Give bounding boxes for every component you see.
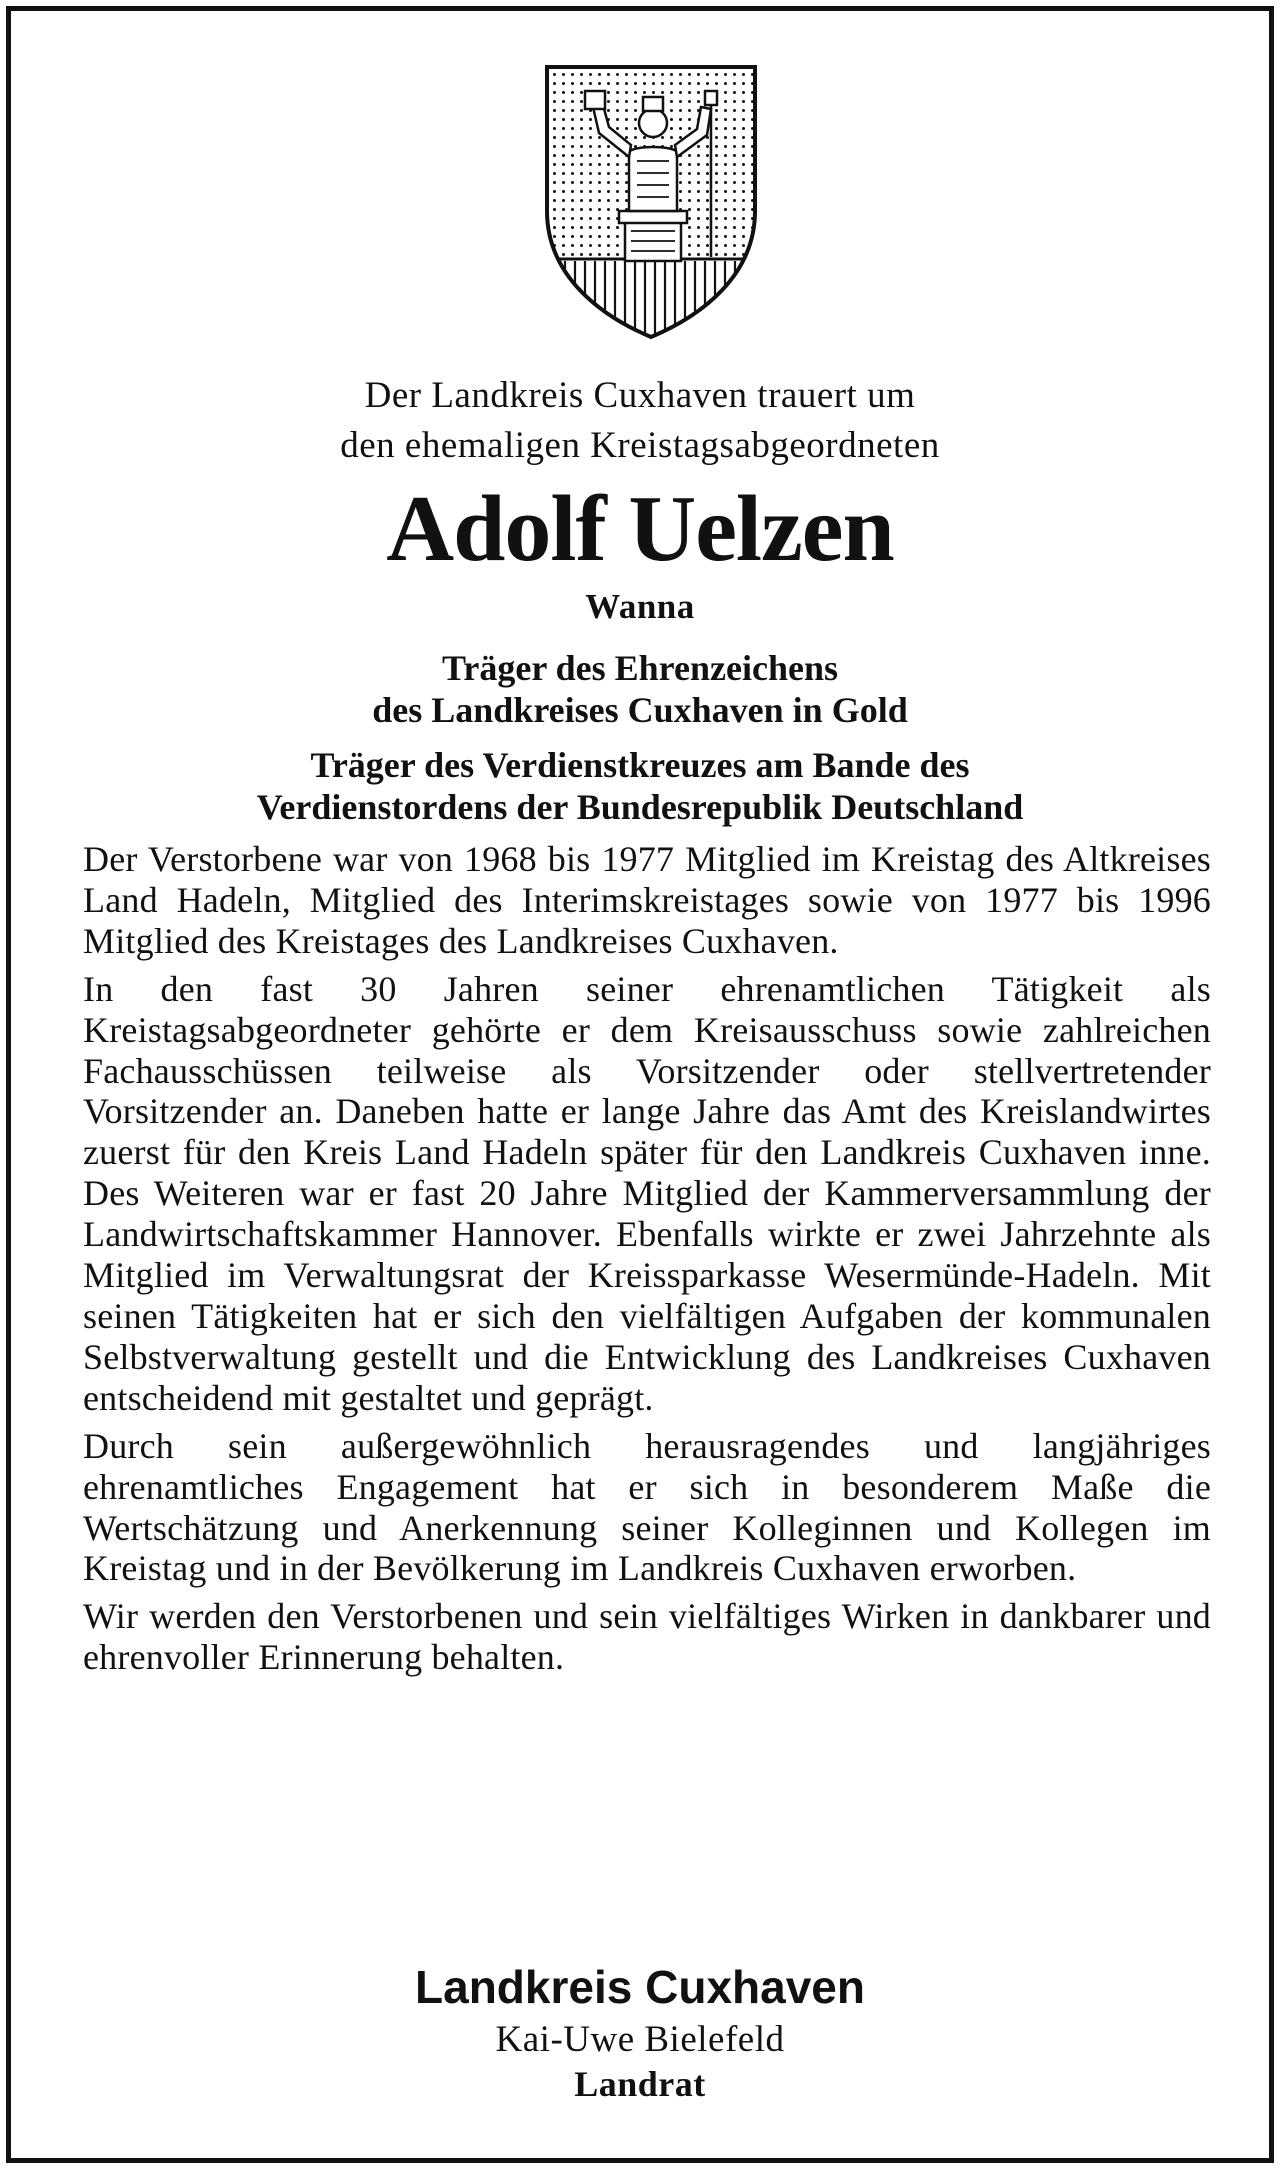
intro-text <box>11 371 1269 471</box>
body-paragraph: In den fast 30 Jahren seiner ehrenamtlichen Tätigkeit als Kreistagsabgeordneter gehörte er dem Kreisausschuss sowie zahlreichen Fachausschüssen teilweise als Vorsitzender oder stellvertretender Vorsitzender an. Daneben hatte er lange Jahre das Amt des Kreislandwirtes zuerst für den Kreis Land Hadeln später für den Landkreis Cuxhaven inne. Des Weiteren war er fast 20 Jahre Mitglied der Kammerversammlung der Landwirtschaftskammer Hannover. Ebenfalls wirkte er zwei Jahrzehnte als Mitglied im Verwaltungsrat der Kreissparkasse Wesermünde-Hadeln. Mit seinen Tätigkeiten hat er sich den vielfältigen Aufgaben der kommunalen Selbstverwaltung gestellt und die Entwicklung des Landkreises Cuxhaven entscheidend mit gestaltet und geprägt. <box>83 968 1211 1418</box>
signature-organization: Landkreis Cuxhaven <box>415 1961 865 2013</box>
body-paragraph: Durch sein außergewöhnlich herausragendes und langjähriges ehrenamtliches Engagement hat er sich in besonderem Maße die Wertschätzung und Anerkennung seiner Kolleginnen und Kollegen im Kreistag und in der Bevölkerung im Landkreis Cuxhaven erworben. <box>83 1425 1211 1589</box>
obituary-notice <box>6 6 1274 2163</box>
signature-person: Kai-Uwe Bielefeld <box>495 2019 785 2060</box>
intro-line-1: Der Landkreis Cuxhaven trauert um <box>364 375 916 416</box>
coat-of-arms-icon <box>541 61 761 343</box>
intro-line-2: den ehemaligen Kreistagsabgeordneten <box>340 425 940 466</box>
body-paragraph: Wir werden den Verstorbenen und sein vielfältiges Wirken in dankbarer und ehrenvoller Erinnerung behalten. <box>83 1596 1211 1678</box>
body-paragraph: Der Verstorbene war von 1968 bis 1977 Mitglied im Kreistag des Altkreises Land Hadeln, Mitglied des Interimskreistages sowie von 1977 bis 1996 Mitglied des Kreistages des Landkreises Cuxhaven. <box>83 839 1211 961</box>
honor-line: Verdienstordens der Bundesrepublik Deutschland <box>256 787 1024 827</box>
deceased-name: Adolf Uelzen <box>386 477 894 581</box>
honor-line: des Landkreises Cuxhaven in Gold <box>372 690 908 730</box>
honor-federal-cross <box>11 744 1269 828</box>
honor-line: Träger des Ehrenzeichens <box>442 648 838 688</box>
obituary-body <box>83 839 1211 1685</box>
honor-gold-badge <box>11 647 1269 731</box>
signature-title: Landrat <box>574 2064 706 2104</box>
honor-line: Träger des Verdienstkreuzes am Bande des <box>310 745 970 785</box>
deceased-place: Wanna <box>585 587 695 626</box>
